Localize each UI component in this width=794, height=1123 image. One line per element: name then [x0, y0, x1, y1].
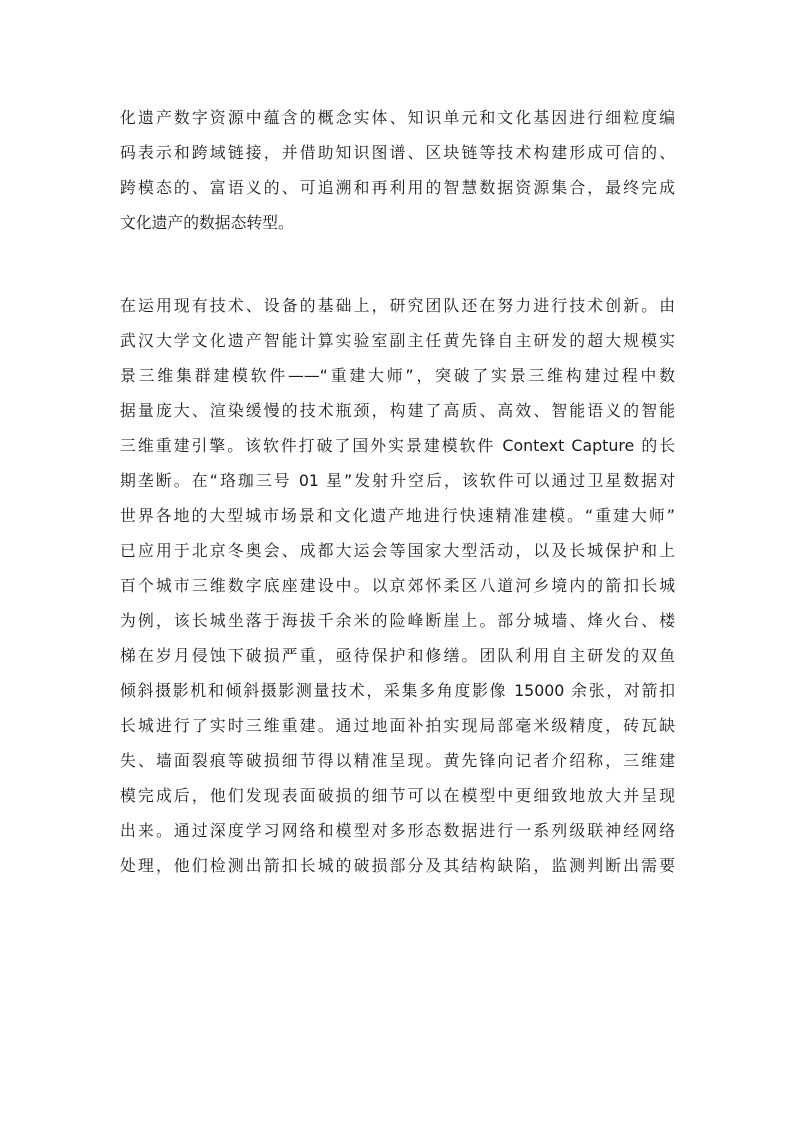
text-line: 出来。通过深度学习网络和模型对多形态数据进行一系列级联神经网络: [120, 821, 675, 840]
text-line: 倾斜摄影机和倾斜摄影测量技术，采集多角度影像 15000 余张，对箭扣: [120, 681, 675, 700]
text-line: 文化遗产的数据态转型。: [120, 213, 294, 232]
text-line: 长城进行了实时三维重建。通过地面补拍实现局部毫米级精度，砖瓦缺: [120, 716, 675, 735]
text-line: 为例，该长城坐落于海拔千余米的险峰断崖上。部分城墙、烽火台、楼: [120, 611, 675, 630]
text-line: 处理，他们检测出箭扣长城的破损部分及其结构缺陷，监测判断出需要: [120, 856, 675, 875]
text-line: 据量庞大、渲染缓慢的技术瓶颈，构建了高质、高效、智能语义的智能: [120, 401, 675, 420]
text-line: 在运用现有技术、设备的基础上，研究团队还在努力进行技术创新。由: [120, 296, 675, 315]
text-line: 三维重建引擎。该软件打破了国外实景建模软件 Context Capture 的长: [120, 436, 675, 455]
text-line: 梯在岁月侵蚀下破损严重，亟待保护和修缮。团队利用自主研发的双鱼: [120, 646, 675, 665]
paragraph-2: [120, 288, 675, 883]
text-line: 跨模态的、富语义的、可追溯和再利用的智慧数据资源集合，最终完成: [120, 178, 675, 197]
text-line: 模完成后，他们发现表面破损的细节可以在模型中更细致地放大并呈现: [120, 786, 675, 805]
text-line: 化遗产数字资源中蕴含的概念实体、知识单元和文化基因进行细粒度编: [120, 108, 675, 127]
text-line: 已应用于北京冬奥会、成都大运会等国家大型活动，以及长城保护和上: [120, 541, 675, 560]
text-line: 失、墙面裂痕等破损细节得以精准呈现。黄先锋向记者介绍称，三维建: [120, 751, 675, 770]
text-line: 码表示和跨域链接，并借助知识图谱、区块链等技术构建形成可信的、: [120, 143, 675, 162]
paragraph-1: [120, 100, 675, 240]
text-line: 期垄断。在“珞珈三号 01 星”发射升空后，该软件可以通过卫星数据对: [120, 471, 675, 490]
text-line: 景三维集群建模软件——“重建大师”，突破了实景三维构建过程中数: [120, 366, 675, 385]
text-line: 世界各地的大型城市场景和文化遗产地进行快速精准建模。“重建大师”: [120, 506, 675, 525]
text-line: 百个城市三维数字底座建设中。以京郊怀柔区八道河乡境内的箭扣长城: [120, 576, 675, 595]
text-line: 武汉大学文化遗产智能计算实验室副主任黄先锋自主研发的超大规模实: [120, 331, 675, 350]
